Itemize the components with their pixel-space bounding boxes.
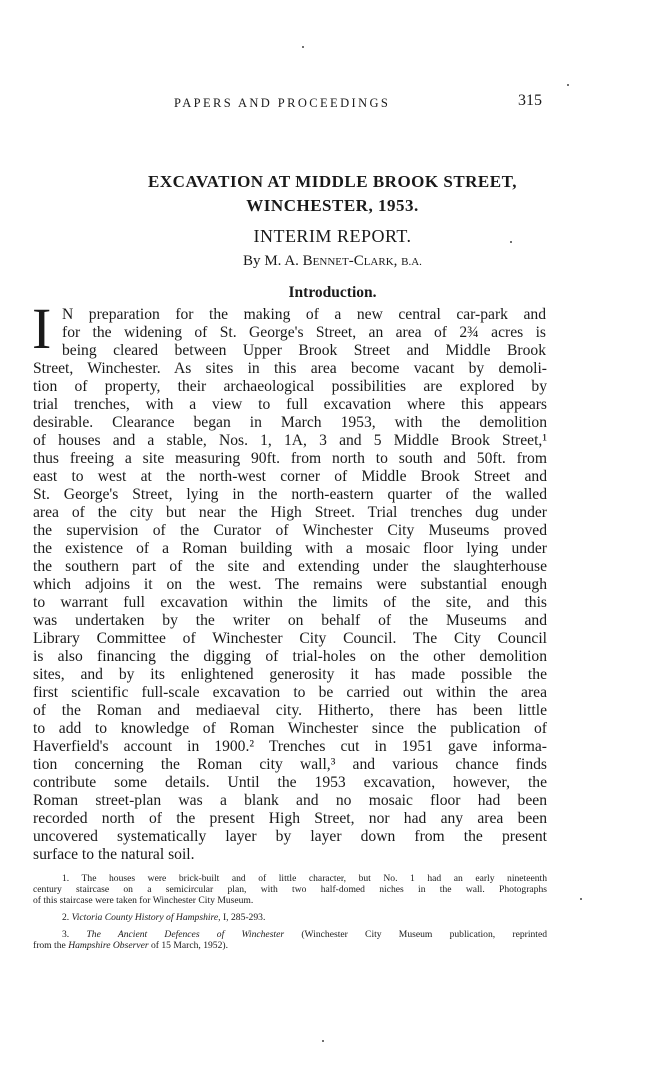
- body-line: contribute some details. Until the 1953 excavation, however, the: [33, 774, 547, 791]
- footnote-3-reference: (Winchester City Museum publication, reprinted: [301, 929, 547, 940]
- footnote-2-title: Victoria County History of Hampshire,: [71, 912, 221, 923]
- body-line: tion of property, their archaeological possibilities are explored by: [33, 378, 547, 395]
- body-line: thus freeing a site measuring 90ft. from north to south and 50ft. from: [33, 450, 547, 467]
- body-line: Library Committee of Winchester City Council. The City Council: [33, 630, 547, 647]
- footnote-3: [62, 929, 547, 940]
- footnote-3-from: from the: [33, 940, 66, 951]
- body-line: the existence of a Roman building with a mosaic floor lying under: [33, 540, 547, 557]
- footnote-2: [62, 912, 547, 923]
- body-line: of houses and a stable, Nos. 1, 1A, 3 and 5 Middle Brook Street,¹: [33, 432, 547, 449]
- page-number: 315: [518, 92, 542, 109]
- body-line: the supervision of the Curator of Winchester City Museums proved: [33, 522, 547, 539]
- footnote-3-date: of 15 March, 1952).: [150, 940, 228, 951]
- body-line: desirable. Clearance began in March 1953, with the demolition: [33, 414, 547, 431]
- scan-speck: [567, 84, 569, 86]
- scan-speck: [322, 1040, 324, 1042]
- footnote-1-continued: of this staircase were taken for Winchester City Museum.: [33, 895, 254, 906]
- footnote-2-number: 2.: [62, 912, 70, 923]
- drop-cap: I: [32, 296, 52, 361]
- body-line: Roman street-plan was a blank and no mosaic floor had been: [33, 792, 547, 809]
- article-subtitle: INTERIM REPORT.: [253, 226, 412, 246]
- body-line: surface to the natural soil.: [33, 846, 195, 863]
- scan-speck: [580, 898, 582, 900]
- footnote-1-continued: century staircase on a semicircular plan, with two half-domed niches in the wall. Photographs: [33, 884, 547, 895]
- footnote-3-newspaper: Hampshire Observer: [68, 940, 149, 951]
- author-byline: [0, 253, 665, 270]
- body-line: N preparation for the making of a new central car-park and: [62, 306, 546, 323]
- body-line: was undertaken by the writer on behalf of the Museums and: [33, 612, 547, 629]
- byline-by: By: [243, 253, 261, 269]
- author-surname: Bennet-Clark,: [302, 253, 398, 269]
- body-line: which adjoins it on the west. The remains were substantial enough: [33, 576, 547, 593]
- body-line: Haverfield's account in 1900.² Trenches cut in 1951 gave informa-: [33, 738, 547, 755]
- body-line: first scientific full-scale excavation to be carried out within the area: [33, 684, 547, 701]
- body-line: St. George's Street, lying in the north-eastern quarter of the walled: [33, 486, 547, 503]
- body-line: is also financing the digging of trial-holes on the other demolition: [33, 648, 547, 665]
- footnote-1: 1. The houses were brick-built and of little character, but No. 1 had an early nineteenth: [62, 873, 547, 884]
- body-line: uncovered systematically layer by layer down from the present: [33, 828, 547, 845]
- body-line: area of the city but near the High Street. Trial trenches dug under: [33, 504, 547, 521]
- author-degree: B.A.: [401, 256, 422, 268]
- body-line: of the Roman and mediaeval city. Hitherto, there has been little: [33, 702, 547, 719]
- body-line: Street, Winchester. As sites in this area become vacant by demoli-: [33, 360, 547, 377]
- body-line: sites, and by its enlightened generosity it has made possible the: [33, 666, 547, 683]
- article-title-line-2: WINCHESTER, 1953.: [246, 196, 419, 215]
- body-line: to warrant full excavation within the limits of the site, and this: [33, 594, 547, 611]
- body-line: tion concerning the Roman city wall,³ and various chance finds: [33, 756, 547, 773]
- footnote-2-reference: I, 285-293.: [222, 912, 266, 923]
- article-title-line-1: EXCAVATION AT MIDDLE BROOK STREET,: [148, 172, 517, 191]
- body-line: recorded north of the present High Street, nor had any area been: [33, 810, 547, 827]
- footnote-3-continued: [33, 940, 547, 951]
- body-line: to add to knowledge of Roman Winchester since the publication of: [33, 720, 547, 737]
- footnote-3-title: The Ancient Defences of Winchester: [86, 929, 285, 940]
- body-line: being cleared between Upper Brook Street and Middle Brook: [62, 342, 546, 359]
- section-heading: Introduction.: [288, 284, 377, 301]
- body-line: east to west at the north-west corner of Middle Brook Street and: [33, 468, 547, 485]
- body-line: the southern part of the site and extending under the slaughterhouse: [33, 558, 547, 575]
- scan-speck: [510, 241, 512, 243]
- footnote-3-number: 3.: [62, 929, 70, 940]
- scan-speck: [302, 46, 304, 48]
- body-line: for the widening of St. George's Street, an area of 2¾ acres is: [62, 324, 546, 341]
- running-head: PAPERS AND PROCEEDINGS: [174, 96, 391, 110]
- author-initials: M. A.: [264, 253, 299, 269]
- body-line: trial trenches, with a view to full excavation where this appears: [33, 396, 547, 413]
